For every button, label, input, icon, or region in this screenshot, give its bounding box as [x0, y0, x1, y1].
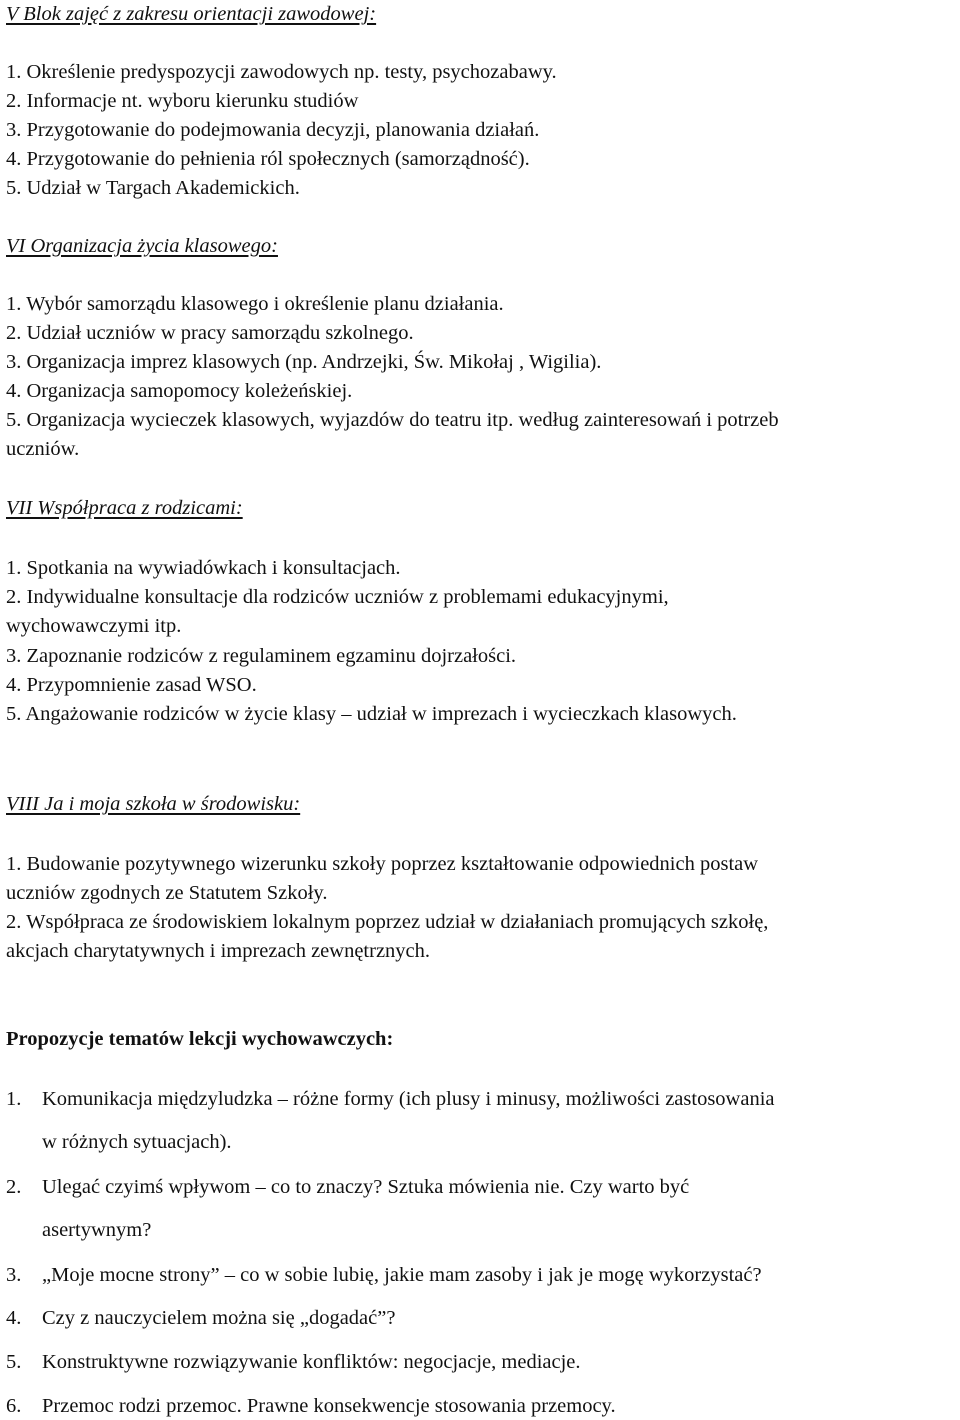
list-item: 1. Spotkania na wywiadówkach i konsultacjach. — [6, 557, 401, 579]
list-item: 5. Angażowanie rodziców w życie klasy – udział w imprezach i wycieczkach klasowych. — [6, 703, 737, 725]
section-vii-heading: VII Współpraca z rodzicami: — [6, 497, 243, 519]
topic-continuation: w różnych sytuacjach). — [42, 1131, 232, 1153]
topics-title: Propozycje tematów lekcji wychowawczych: — [6, 1028, 394, 1050]
topic-text: Przemoc rodzi przemoc. Prawne konsekwencje stosowania przemocy. — [42, 1395, 616, 1417]
topic-continuation: asertywnym? — [42, 1219, 152, 1241]
list-item: 3. Przygotowanie do podejmowania decyzji, planowania działań. — [6, 119, 540, 141]
list-item: akcjach charytatywnych i imprezach zewnętrznych. — [6, 940, 431, 962]
list-item: 1. Wybór samorządu klasowego i określenie planu działania. — [6, 293, 504, 315]
list-item: 2. Informacje nt. wyboru kierunku studiów — [6, 90, 359, 112]
topic-text: Czy z nauczycielem można się „dogadać”? — [42, 1307, 396, 1329]
list-item: 4. Przypomnienie zasad WSO. — [6, 674, 257, 696]
topic-item — [6, 1352, 956, 1376]
section-v-heading: V Blok zajęć z zakresu orientacji zawodowej: — [6, 3, 377, 25]
topic-number: 6. — [6, 1395, 22, 1417]
topic-text: „Moje mocne strony” – co w sobie lubię, jakie mam zasoby i jak je mogę wykorzystać? — [42, 1264, 762, 1286]
topic-number: 2. — [6, 1176, 22, 1198]
list-item: uczniów. — [6, 438, 80, 460]
list-item: 3. Zapoznanie rodziców z regulaminem egzaminu dojrzałości. — [6, 645, 517, 667]
section-viii-heading: VIII Ja i moja szkoła w środowisku: — [6, 793, 301, 815]
topic-number: 5. — [6, 1351, 22, 1373]
topic-text: Konstruktywne rozwiązywanie konfliktów: negocjacje, mediacje. — [42, 1351, 581, 1373]
list-item: 5. Udział w Targach Akademickich. — [6, 177, 300, 199]
list-item: 2. Udział uczniów w pracy samorządu szkolnego. — [6, 322, 414, 344]
list-item: wychowawczymi itp. — [6, 615, 182, 637]
topic-item — [6, 1396, 956, 1420]
topic-item — [6, 1265, 956, 1289]
list-item: 3. Organizacja imprez klasowych (np. Andrzejki, Św. Mikołaj , Wigilia). — [6, 351, 602, 373]
list-item: 5. Organizacja wycieczek klasowych, wyjazdów do teatru itp. według zainteresowań i potrzeb — [6, 409, 779, 431]
topic-number: 3. — [6, 1264, 22, 1286]
topic-item — [6, 1089, 956, 1113]
list-item: 2. Współpraca ze środowiskiem lokalnym poprzez udział w działaniach promujących szkołę, — [6, 911, 769, 933]
list-item: 1. Określenie predyspozycji zawodowych np. testy, psychozabawy. — [6, 61, 557, 83]
topic-text: Komunikacja międzyludzka – różne formy (ich plusy i minusy, możliwości zastosowania — [42, 1088, 775, 1110]
list-item: 4. Organizacja samopomocy koleżeńskiej. — [6, 380, 353, 402]
topic-item — [6, 1308, 956, 1332]
list-item: 2. Indywidualne konsultacje dla rodziców uczniów z problemami edukacyjnymi, — [6, 586, 669, 608]
list-item: 1. Budowanie pozytywnego wizerunku szkoły poprzez kształtowanie odpowiednich postaw — [6, 853, 759, 875]
section-vi-heading: VI Organizacja życia klasowego: — [6, 235, 278, 257]
topic-number: 4. — [6, 1307, 22, 1329]
list-item: 4. Przygotowanie do pełnienia ról społecznych (samorządność). — [6, 148, 530, 170]
topic-text: Ulegać czyimś wpływom – co to znaczy? Sztuka mówienia nie. Czy warto być — [42, 1176, 690, 1198]
topic-number: 1. — [6, 1088, 22, 1110]
topic-item — [6, 1177, 956, 1201]
list-item: uczniów zgodnych ze Statutem Szkoły. — [6, 882, 328, 904]
